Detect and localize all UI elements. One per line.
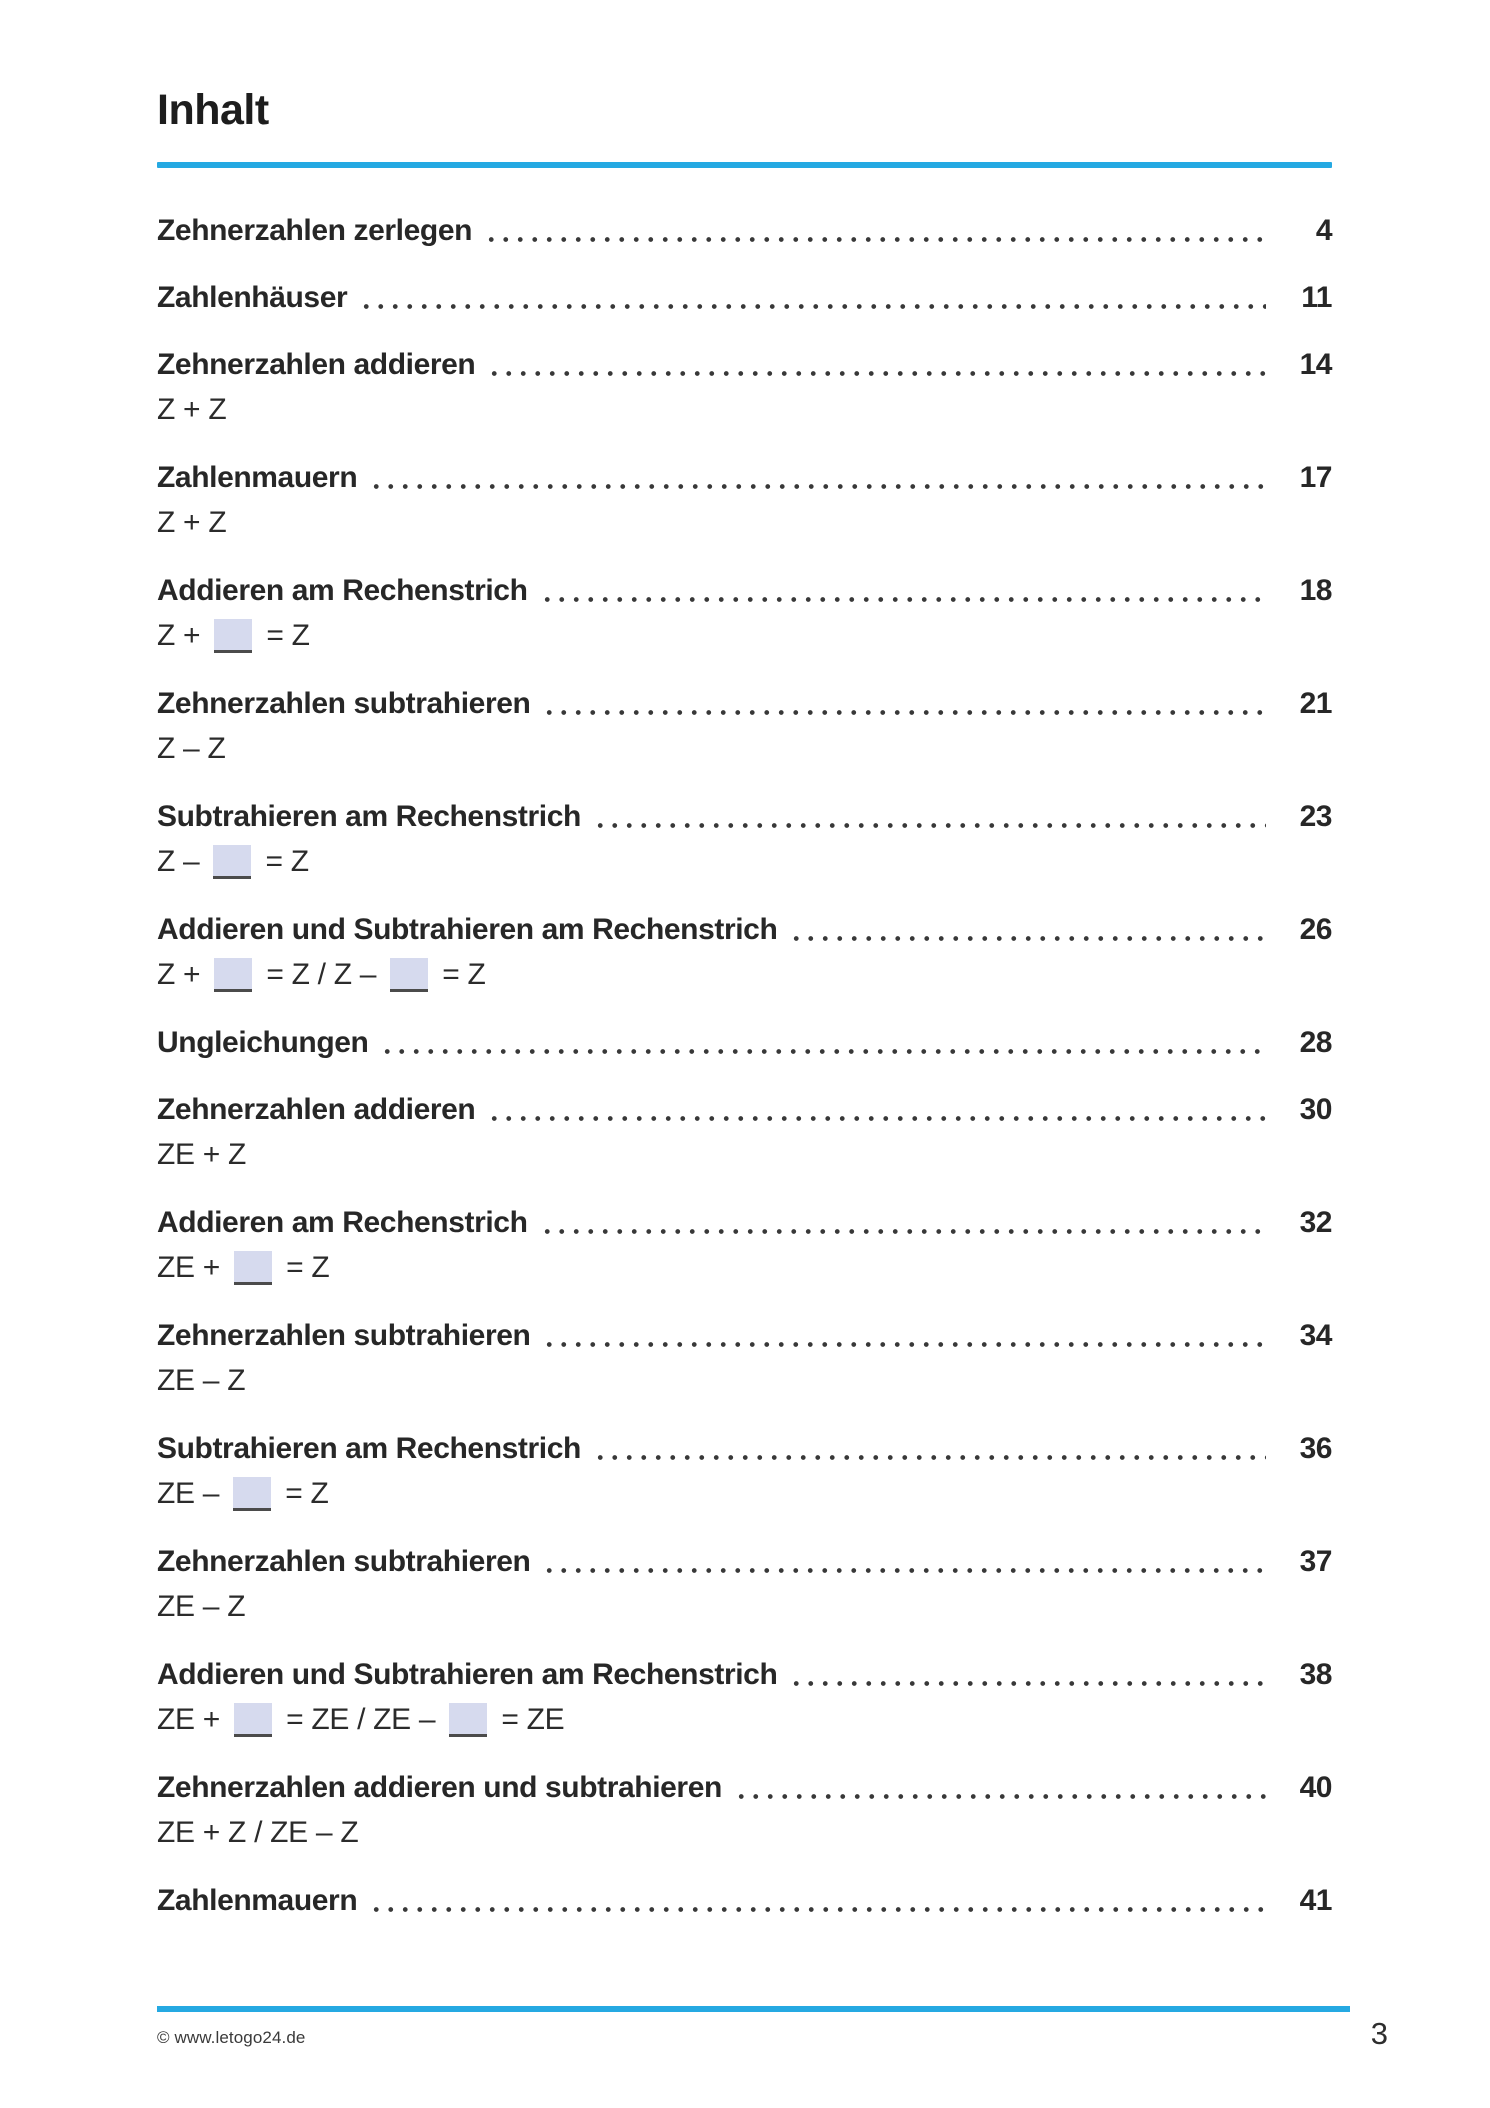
toc-entry-page: 21: [1299, 687, 1332, 720]
toc-entry: [157, 1206, 1332, 1286]
toc-entry-row: [157, 461, 1332, 495]
blank-answer-box: [213, 845, 251, 879]
toc-entry: [157, 281, 1332, 315]
dot-leader: [540, 574, 1266, 608]
subtitle-text: ZE +: [157, 1703, 229, 1736]
subtitle-text: ZE – Z: [157, 1364, 246, 1397]
toc-entry: [157, 1432, 1332, 1512]
toc-entry-row: [157, 687, 1332, 721]
toc-entry-page: 14: [1299, 348, 1332, 381]
header-divider: [157, 162, 1332, 168]
toc-entry-title: Zehnerzahlen addieren und subtrahieren: [157, 1771, 722, 1804]
dot-leader: [734, 1771, 1266, 1805]
subtitle-text: Z +: [157, 958, 209, 991]
toc-entry-row: [157, 574, 1332, 608]
toc-entry-title: Zahlenmauern: [157, 1884, 358, 1917]
toc-entry-row: [157, 1658, 1332, 1692]
subtitle-text: Z – Z: [157, 732, 226, 765]
toc-entry-subtitle: [157, 731, 1332, 767]
toc-entry: [157, 913, 1332, 993]
toc-entry-row: [157, 800, 1332, 834]
toc-entry-subtitle: [157, 618, 1332, 654]
toc-entry-title: Zehnerzahlen subtrahieren: [157, 1319, 531, 1352]
toc-entry-row: [157, 1206, 1332, 1240]
toc-entry: [157, 348, 1332, 428]
toc-entry-page: 34: [1299, 1319, 1332, 1352]
toc-entry-row: [157, 348, 1332, 382]
dot-leader: [540, 1206, 1266, 1240]
dot-leader: [542, 1545, 1266, 1579]
toc-entry-row: [157, 214, 1332, 248]
subtitle-text: Z –: [157, 845, 208, 878]
toc-entry-subtitle: [157, 505, 1332, 541]
subtitle-text: = Z: [278, 1251, 330, 1284]
subtitle-text: = Z: [257, 845, 309, 878]
toc-entry-subtitle: [157, 1250, 1332, 1286]
blank-answer-box: [234, 1251, 272, 1285]
toc-entry-subtitle: [157, 1363, 1332, 1399]
subtitle-text: ZE +: [157, 1251, 229, 1284]
toc-entry-page: 36: [1299, 1432, 1332, 1465]
dot-leader: [542, 1319, 1266, 1353]
dot-leader: [593, 1432, 1266, 1466]
toc-entry: [157, 1884, 1332, 1918]
toc-entry-subtitle: [157, 1476, 1332, 1512]
blank-answer-box: [234, 1703, 272, 1737]
dot-leader: [369, 1884, 1266, 1918]
page-title: Inhalt: [157, 86, 269, 134]
dot-leader: [487, 348, 1266, 382]
subtitle-text: ZE + Z / ZE – Z: [157, 1816, 359, 1849]
toc-entry-title: Zehnerzahlen zerlegen: [157, 214, 473, 247]
toc-entry-subtitle: [157, 1702, 1332, 1738]
subtitle-text: = Z: [277, 1477, 329, 1510]
toc-entry-page: 23: [1299, 800, 1332, 833]
toc-entry-title: Addieren und Subtrahieren am Rechenstrich: [157, 913, 778, 946]
toc-entry-title: Subtrahieren am Rechenstrich: [157, 1432, 581, 1465]
toc-entry-title: Ungleichungen: [157, 1026, 369, 1059]
dot-leader: [487, 1093, 1266, 1127]
dot-leader: [789, 1658, 1266, 1692]
toc-entry-row: [157, 1771, 1332, 1805]
toc-entry-title: Zehnerzahlen addieren: [157, 348, 476, 381]
toc-entry-page: 4: [1315, 214, 1332, 247]
toc-entry: [157, 1319, 1332, 1399]
dot-leader: [359, 281, 1266, 315]
toc-entry-title: Zehnerzahlen subtrahieren: [157, 1545, 531, 1578]
subtitle-text: ZE –: [157, 1477, 228, 1510]
toc-entry: [157, 687, 1332, 767]
toc-entry: [157, 461, 1332, 541]
toc-entry-row: [157, 1093, 1332, 1127]
subtitle-text: = Z: [258, 619, 310, 652]
blank-answer-box: [214, 958, 252, 992]
dot-leader: [380, 1026, 1266, 1060]
subtitle-text: = ZE: [493, 1703, 565, 1736]
toc-entry-page: 40: [1299, 1771, 1332, 1804]
subtitle-text: ZE – Z: [157, 1590, 246, 1623]
blank-answer-box: [214, 619, 252, 653]
toc-entry-title: Addieren und Subtrahieren am Rechenstrich: [157, 1658, 778, 1691]
toc-entry-subtitle: [157, 392, 1332, 428]
toc-entry-row: [157, 1026, 1332, 1060]
toc-entry-title: Subtrahieren am Rechenstrich: [157, 800, 581, 833]
toc-entry: [157, 1093, 1332, 1173]
toc-entry-title: Zehnerzahlen addieren: [157, 1093, 476, 1126]
dot-leader: [484, 214, 1266, 248]
toc-entry-page: 37: [1299, 1545, 1332, 1578]
toc-entry-title: Zahlenhäuser: [157, 281, 348, 314]
footer-copyright: © www.letogo24.de: [157, 2028, 306, 2047]
toc-entry-title: Zehnerzahlen subtrahieren: [157, 687, 531, 720]
toc-entry-row: [157, 1545, 1332, 1579]
blank-answer-box: [233, 1477, 271, 1511]
subtitle-text: = ZE / ZE –: [278, 1703, 444, 1736]
toc-entry-subtitle: [157, 1137, 1332, 1173]
toc-entry-title: Addieren am Rechenstrich: [157, 1206, 528, 1239]
toc-entry-title: Addieren am Rechenstrich: [157, 574, 528, 607]
toc-entry-page: 38: [1299, 1658, 1332, 1691]
toc-entry-title: Zahlenmauern: [157, 461, 358, 494]
toc-entry-row: [157, 1432, 1332, 1466]
toc-entry: [157, 1545, 1332, 1625]
footer-divider: [157, 2006, 1350, 2012]
dot-leader: [369, 461, 1266, 495]
footer-page-number: 3: [1370, 2016, 1388, 2051]
toc-entry: [157, 1026, 1332, 1060]
subtitle-text: Z + Z: [157, 506, 227, 539]
toc-entry: [157, 1658, 1332, 1738]
toc-entry-subtitle: [157, 844, 1332, 880]
blank-answer-box: [390, 958, 428, 992]
subtitle-text: Z + Z: [157, 393, 227, 426]
toc-entry-subtitle: [157, 957, 1332, 993]
toc-entry-page: 28: [1299, 1026, 1332, 1059]
toc-entry-page: 32: [1299, 1206, 1332, 1239]
toc-entry: [157, 574, 1332, 654]
toc-entry-page: 30: [1299, 1093, 1332, 1126]
toc-entry-subtitle: [157, 1589, 1332, 1625]
subtitle-text: ZE + Z: [157, 1138, 247, 1171]
toc-entry-list: [157, 214, 1332, 1918]
toc-entry-row: [157, 1884, 1332, 1918]
toc-entry-page: 17: [1299, 461, 1332, 494]
subtitle-text: = Z: [434, 958, 486, 991]
dot-leader: [789, 913, 1266, 947]
toc-content: [157, 86, 1332, 1951]
toc-entry-row: [157, 913, 1332, 947]
dot-leader: [542, 687, 1266, 721]
toc-entry-page: 11: [1301, 281, 1332, 314]
subtitle-text: = Z / Z –: [258, 958, 385, 991]
toc-entry-page: 41: [1299, 1884, 1332, 1917]
toc-entry-page: 26: [1299, 913, 1332, 946]
toc-entry: [157, 800, 1332, 880]
subtitle-text: Z +: [157, 619, 209, 652]
toc-entry-row: [157, 1319, 1332, 1353]
blank-answer-box: [449, 1703, 487, 1737]
toc-entry-row: [157, 281, 1332, 315]
toc-entry-page: 18: [1299, 574, 1332, 607]
toc-entry: [157, 214, 1332, 248]
dot-leader: [593, 800, 1266, 834]
toc-entry: [157, 1771, 1332, 1851]
toc-entry-subtitle: [157, 1815, 1332, 1851]
